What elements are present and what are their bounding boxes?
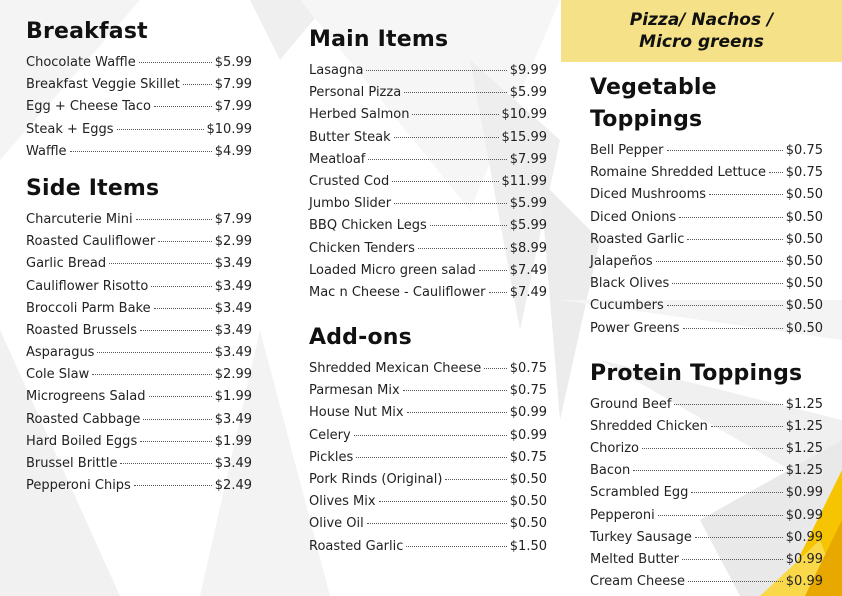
section-title-protein-toppings: Protein Toppings xyxy=(590,360,803,386)
menu-item-name: Jalapeños xyxy=(590,253,653,269)
menu-item-name: Diced Mushrooms xyxy=(590,187,707,203)
menu-item-price: $1.99 xyxy=(214,433,252,449)
menu-item-name: Chocolate Waffle xyxy=(26,55,136,70)
menu-item xyxy=(309,127,547,149)
menu-item xyxy=(309,447,547,469)
protein-toppings-section xyxy=(590,358,823,594)
dot-leader xyxy=(691,492,782,493)
menu-item-name: Power Greens xyxy=(590,320,680,336)
menu-item xyxy=(309,402,547,424)
dot-leader xyxy=(134,485,212,486)
menu-item-price: $0.50 xyxy=(785,209,823,225)
menu-item-name: BBQ Chicken Legs xyxy=(309,218,427,234)
menu-item-price: $0.99 xyxy=(785,507,823,523)
dot-leader xyxy=(709,194,783,195)
menu-item xyxy=(590,438,823,460)
menu-item xyxy=(309,215,547,237)
menu-item-price: $8.99 xyxy=(509,240,547,256)
menu-item xyxy=(26,320,252,342)
menu-item-price: $7.99 xyxy=(509,151,547,167)
dot-leader xyxy=(633,470,783,471)
menu-item xyxy=(26,475,252,497)
dot-leader xyxy=(117,129,204,130)
dot-leader xyxy=(667,305,783,306)
dot-leader xyxy=(151,286,212,287)
menu-item xyxy=(309,380,547,402)
menu-item-name: Roasted Garlic xyxy=(590,231,685,247)
menu-item xyxy=(590,229,823,251)
dot-leader xyxy=(404,92,507,93)
menu-item-price: $0.50 xyxy=(509,472,547,487)
menu-item-name: Steak + Eggs xyxy=(26,121,114,137)
side-items-section xyxy=(26,173,252,497)
menu-item-price: $0.99 xyxy=(785,574,823,590)
menu-item-price: $3.49 xyxy=(214,345,252,361)
menu-item-price: $3.49 xyxy=(214,411,252,427)
menu-item-name: Turkey Sausage xyxy=(590,529,692,545)
menu-item xyxy=(26,141,252,163)
menu-item-name: Shredded Chicken xyxy=(590,418,708,434)
menu-item-price: $0.50 xyxy=(785,187,823,203)
add-ons-section xyxy=(309,322,547,558)
dot-leader xyxy=(489,292,507,293)
dot-leader xyxy=(183,84,212,85)
menu-item xyxy=(590,273,823,295)
menu-item-price: $1.99 xyxy=(214,389,252,405)
menu-item xyxy=(26,409,252,431)
menu-item xyxy=(590,295,823,317)
dot-leader xyxy=(682,559,783,560)
menu-item xyxy=(26,119,252,141)
menu-item-price: $7.49 xyxy=(509,262,547,278)
dot-leader xyxy=(683,328,783,329)
menu-column-right xyxy=(590,72,823,593)
menu-item-price: $1.25 xyxy=(785,463,823,479)
dot-leader xyxy=(149,396,212,397)
menu-item-name: Cauliflower Risotto xyxy=(26,278,149,294)
menu-item xyxy=(590,527,823,549)
menu-item-price: $7.99 xyxy=(214,77,252,93)
menu-item-name: Waffle xyxy=(26,143,67,159)
menu-item-price: $0.50 xyxy=(785,253,823,269)
dot-leader xyxy=(139,62,212,63)
menu-item-price: $0.50 xyxy=(785,231,823,247)
menu-item-name: Olive Oil xyxy=(309,516,364,532)
menu-item-name: Loaded Micro green salad xyxy=(309,262,476,278)
menu-item xyxy=(590,460,823,482)
menu-item xyxy=(309,469,547,491)
dot-leader xyxy=(412,114,498,115)
menu-item-price: $7.99 xyxy=(214,99,252,115)
menu-item xyxy=(309,491,547,513)
dot-leader xyxy=(140,330,212,331)
menu-item-price: $0.99 xyxy=(785,485,823,501)
menu-item xyxy=(26,276,252,298)
menu-item xyxy=(590,184,823,206)
menu-item-price: $10.99 xyxy=(501,107,547,123)
dot-leader xyxy=(368,159,506,160)
menu-item-price: $15.99 xyxy=(501,129,547,145)
dot-leader xyxy=(356,457,507,458)
dot-leader xyxy=(418,248,507,249)
dot-leader xyxy=(140,441,212,442)
menu-item-price: $0.99 xyxy=(785,552,823,567)
menu-item-name: Pickles xyxy=(309,449,354,465)
menu-column-middle xyxy=(309,24,547,558)
menu-item xyxy=(590,549,823,571)
menu-item-price: $0.75 xyxy=(509,449,547,465)
vegetable-toppings-list xyxy=(590,140,823,340)
menu-item-price: $11.99 xyxy=(501,173,547,189)
menu-item xyxy=(26,253,252,275)
section-title-vegetable-toppings: Vegetable Toppings xyxy=(590,75,717,132)
dot-leader xyxy=(407,412,507,413)
menu-item-name: Shredded Mexican Cheese xyxy=(309,361,482,377)
dot-leader xyxy=(379,501,507,502)
menu-item-price: $0.99 xyxy=(509,427,547,443)
dot-leader xyxy=(392,181,498,182)
dot-leader xyxy=(672,283,783,284)
dot-leader xyxy=(479,270,507,271)
menu-item-name: Black Olives xyxy=(590,276,670,292)
banner-line-2: Micro greens xyxy=(639,32,764,52)
dot-leader xyxy=(695,537,783,538)
menu-item-name: Pepperoni xyxy=(590,507,655,523)
dot-leader xyxy=(674,404,782,405)
menu-item-name: Hard Boiled Eggs xyxy=(26,433,138,449)
menu-item-name: Butter Steak xyxy=(309,129,391,145)
banner-line-1: Pizza/ Nachos / xyxy=(629,10,774,30)
menu-item-name: Celery xyxy=(309,427,351,443)
menu-item-price: $3.49 xyxy=(214,278,252,294)
dot-leader xyxy=(642,448,783,449)
pizza-nachos-banner xyxy=(561,0,842,62)
menu-item-price: $0.50 xyxy=(509,516,547,532)
dot-leader xyxy=(687,239,782,240)
menu-item-price: $0.99 xyxy=(785,529,823,545)
menu-item-name: Brussel Brittle xyxy=(26,456,118,471)
dot-leader xyxy=(679,217,783,218)
dot-leader xyxy=(656,261,783,262)
menu-item-price: $3.49 xyxy=(214,256,252,272)
menu-item-price: $1.25 xyxy=(785,441,823,457)
menu-item-name: Egg + Cheese Taco xyxy=(26,99,151,115)
menu-item xyxy=(590,207,823,229)
dot-leader xyxy=(120,463,211,464)
menu-item-name: Roasted Garlic xyxy=(309,538,404,554)
menu-item xyxy=(309,171,547,193)
menu-item-name: Scrambled Egg xyxy=(590,485,689,501)
dot-leader xyxy=(154,308,212,309)
dot-leader xyxy=(143,419,211,420)
dot-leader xyxy=(667,150,783,151)
menu-item-name: Diced Onions xyxy=(590,209,677,225)
menu-item xyxy=(26,453,252,475)
menu-item xyxy=(26,431,252,453)
menu-item-price: $2.49 xyxy=(214,478,252,494)
dot-leader xyxy=(109,263,212,264)
dot-leader xyxy=(711,426,783,427)
menu-item-name: Chicken Tenders xyxy=(309,240,415,256)
dot-leader xyxy=(688,581,783,582)
menu-item-price: $3.49 xyxy=(214,300,252,316)
menu-item-price: $1.25 xyxy=(785,418,823,434)
add-ons-list xyxy=(309,358,547,558)
menu-item xyxy=(309,193,547,215)
menu-item-price: $5.99 xyxy=(509,196,547,212)
menu-item-name: Jumbo Slider xyxy=(309,196,392,212)
menu-item-name: Pepperoni Chips xyxy=(26,478,131,494)
dot-leader xyxy=(154,106,212,107)
menu-item-name: Personal Pizza xyxy=(309,85,402,101)
section-title-add-ons: Add-ons xyxy=(309,325,412,351)
menu-item-name: Microgreens Salad xyxy=(26,389,146,405)
menu-item-name: House Nut Mix xyxy=(309,405,404,421)
menu-item xyxy=(26,52,252,74)
menu-item xyxy=(26,74,252,96)
menu-item-name: Cole Slaw xyxy=(26,367,90,383)
menu-item-name: Garlic Bread xyxy=(26,256,107,272)
dot-leader xyxy=(403,390,507,391)
menu-item-name: Pork Rinds (Original) xyxy=(309,472,443,487)
menu-item-name: Chorizo xyxy=(590,441,640,457)
dot-leader xyxy=(394,137,499,138)
menu-item xyxy=(590,416,823,438)
menu-item-name: Crusted Cod xyxy=(309,173,390,189)
menu-item-price: $1.50 xyxy=(509,538,547,554)
menu-item-name: Meatloaf xyxy=(309,151,366,167)
menu-item-name: Bell Pepper xyxy=(590,143,664,158)
menu-item-name: Charcuterie Mini xyxy=(26,211,133,227)
menu-item xyxy=(590,318,823,340)
dot-leader xyxy=(92,374,212,375)
menu-item-name: Cream Cheese xyxy=(590,574,685,590)
dot-leader xyxy=(430,225,507,226)
menu-item-price: $5.99 xyxy=(214,55,252,70)
menu-item-price: $1.25 xyxy=(785,396,823,412)
menu-item-price: $7.49 xyxy=(509,284,547,300)
menu-item xyxy=(590,505,823,527)
menu-column-left xyxy=(26,16,252,497)
dot-leader xyxy=(769,172,783,173)
menu-item xyxy=(309,536,547,558)
menu-item-name: Roasted Cauliflower xyxy=(26,234,156,250)
protein-toppings-list xyxy=(590,394,823,594)
dot-leader xyxy=(136,219,212,220)
menu-item-name: Parmesan Mix xyxy=(309,383,400,399)
menu-item-name: Melted Butter xyxy=(590,552,680,567)
menu-item-name: Romaine Shredded Lettuce xyxy=(590,165,767,181)
section-title-side-items: Side Items xyxy=(26,175,160,201)
dot-leader xyxy=(445,479,506,480)
dot-leader xyxy=(394,203,507,204)
menu-item-price: $0.75 xyxy=(785,165,823,181)
menu-item-name: Lasagna xyxy=(309,63,364,78)
side-items-list xyxy=(26,209,252,497)
menu-item xyxy=(26,298,252,320)
section-title-breakfast: Breakfast xyxy=(26,19,148,44)
menu-item xyxy=(26,231,252,253)
menu-item xyxy=(590,162,823,184)
menu-item xyxy=(309,513,547,535)
menu-item xyxy=(309,238,547,260)
menu-item-price: $5.99 xyxy=(509,85,547,101)
menu-item xyxy=(26,342,252,364)
menu-item xyxy=(309,149,547,171)
menu-item xyxy=(309,425,547,447)
menu-item-price: $3.49 xyxy=(214,456,252,471)
dot-leader xyxy=(354,435,507,436)
dot-leader xyxy=(70,151,212,152)
breakfast-section xyxy=(26,16,252,163)
menu-item-price: $4.99 xyxy=(214,143,252,159)
dot-leader xyxy=(658,515,783,516)
menu-item xyxy=(590,251,823,273)
menu-item-name: Asparagus xyxy=(26,345,95,361)
menu-item xyxy=(26,96,252,118)
menu-item xyxy=(309,358,547,380)
menu-item xyxy=(26,364,252,386)
menu-item-name: Bacon xyxy=(590,463,631,479)
menu-item-name: Olives Mix xyxy=(309,494,376,510)
menu-item-price: $5.99 xyxy=(509,218,547,234)
menu-item xyxy=(309,104,547,126)
menu-item-name: Herbed Salmon xyxy=(309,107,410,123)
breakfast-list xyxy=(26,52,252,163)
menu-item-price: $2.99 xyxy=(214,367,252,383)
menu-item-price: $3.49 xyxy=(214,322,252,338)
dot-leader xyxy=(406,546,506,547)
menu-item-price: $2.99 xyxy=(214,234,252,250)
menu-item-price: $7.99 xyxy=(214,211,252,227)
menu-item-price: $9.99 xyxy=(509,63,547,78)
menu-item-name: Roasted Cabbage xyxy=(26,411,141,427)
menu-item xyxy=(309,82,547,104)
menu-item xyxy=(590,482,823,504)
menu-item-price: $0.75 xyxy=(509,383,547,399)
menu-item-name: Broccoli Parm Bake xyxy=(26,300,151,316)
menu-item xyxy=(26,209,252,231)
main-items-section xyxy=(309,24,547,304)
section-title-main-items: Main Items xyxy=(309,27,449,52)
menu-item-name: Breakfast Veggie Skillet xyxy=(26,77,180,93)
dot-leader xyxy=(484,368,506,369)
menu-item-name: Ground Beef xyxy=(590,396,672,412)
menu-item-price: $0.75 xyxy=(785,143,823,158)
menu-item-price: $0.50 xyxy=(785,298,823,314)
menu-item-name: Roasted Brussels xyxy=(26,322,138,338)
menu-item-name: Mac n Cheese - Cauliflower xyxy=(309,284,486,300)
dot-leader xyxy=(367,523,507,524)
dot-leader xyxy=(97,352,211,353)
menu-item xyxy=(309,60,547,82)
menu-item-name: Cucumbers xyxy=(590,298,664,314)
menu-item xyxy=(309,282,547,304)
dot-leader xyxy=(158,241,212,242)
vegetable-toppings-section xyxy=(590,72,823,340)
menu-item-price: $0.75 xyxy=(509,361,547,377)
menu-item-price: $0.50 xyxy=(785,276,823,292)
main-items-list xyxy=(309,60,547,304)
menu-item-price: $0.99 xyxy=(509,405,547,421)
dot-leader xyxy=(366,70,506,71)
menu-item-price: $10.99 xyxy=(206,121,252,137)
menu-item xyxy=(309,260,547,282)
menu-item xyxy=(590,394,823,416)
menu-item-price: $0.50 xyxy=(785,320,823,336)
menu-item xyxy=(590,140,823,162)
menu-item xyxy=(590,571,823,593)
menu-item xyxy=(26,386,252,408)
menu-item-price: $0.50 xyxy=(509,494,547,510)
